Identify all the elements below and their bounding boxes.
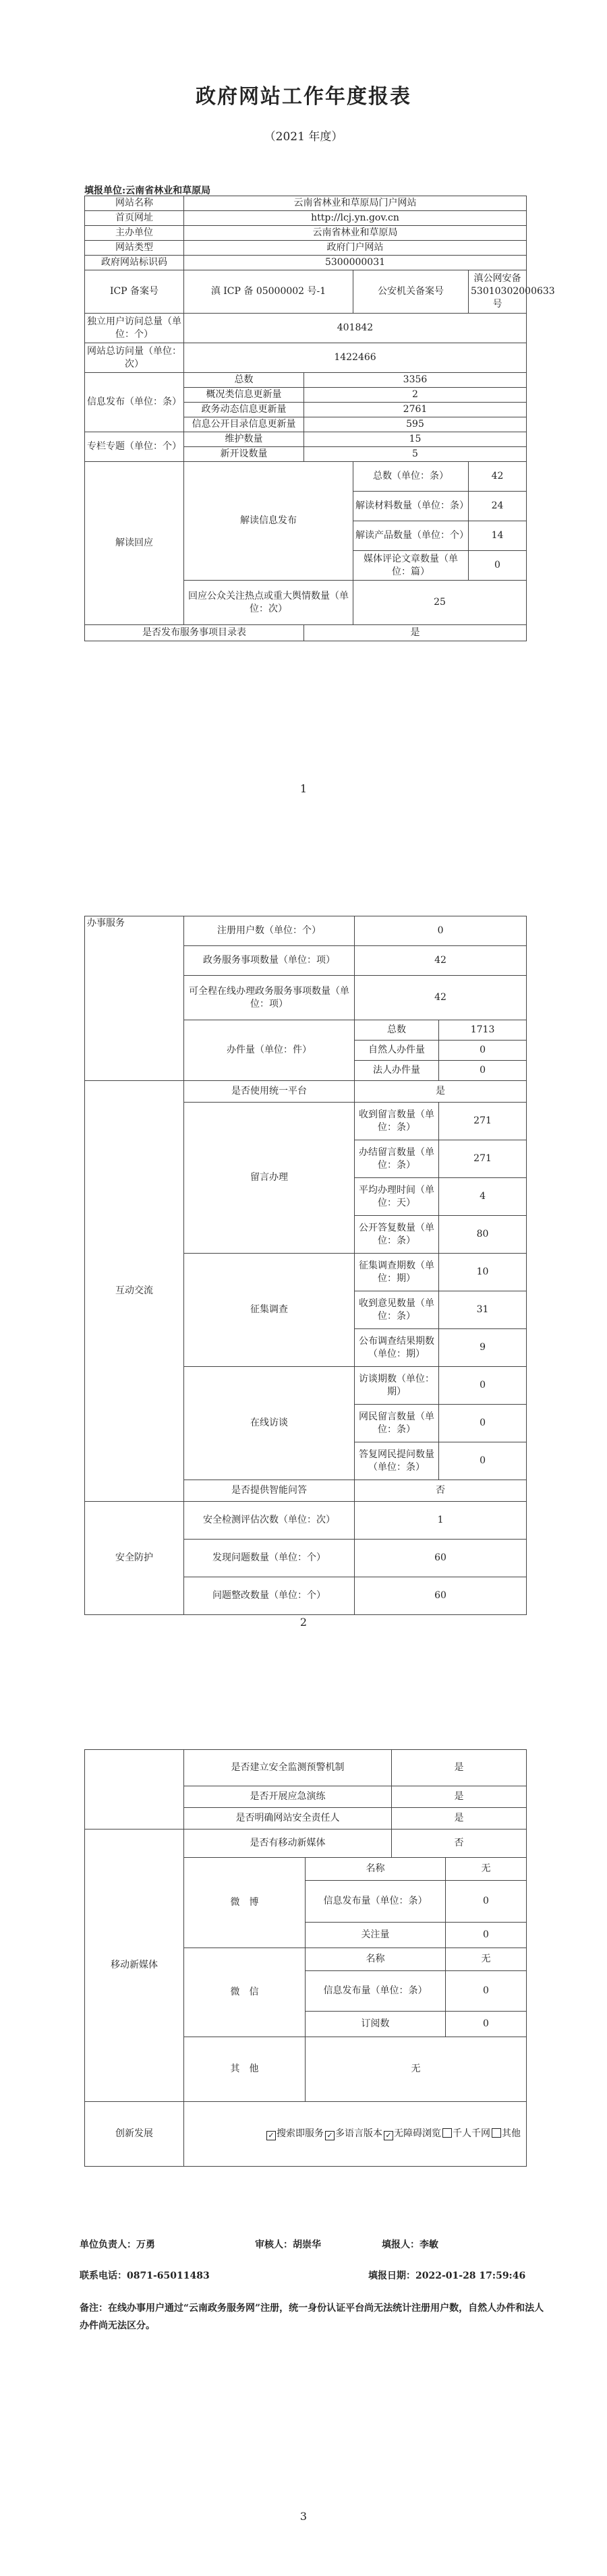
option-label: 多语言版本 xyxy=(335,2128,383,2139)
service-dir-label: 是否发布服务事项目录表 xyxy=(85,625,304,641)
security-owner-value: 是 xyxy=(392,1808,527,1829)
info-zw-label: 政务动态信息更新量 xyxy=(184,403,304,417)
uv-value: 401842 xyxy=(184,314,527,343)
checkbox-icon: ✓ xyxy=(384,2131,393,2140)
unit-head: 单位负责人：万勇 xyxy=(80,2240,155,2250)
interview-label: 在线访谈 xyxy=(184,1367,355,1480)
survey-recv-label: 收到意见数量（单位：条） xyxy=(355,1291,439,1329)
security-found-label: 发现问题数量（单位：个） xyxy=(184,1540,355,1577)
info-gk-value: 2 xyxy=(304,388,527,403)
contact-phone: 联系电话：0871-65011483 xyxy=(80,2271,210,2281)
info-publish-label: 信息发布（单位：条） xyxy=(85,373,184,432)
msg-public-value: 80 xyxy=(439,1216,527,1254)
weibo-pub-label: 信息发布量（单位：条） xyxy=(306,1881,446,1923)
interpret-publish-label: 解读信息发布 xyxy=(184,462,353,581)
msg-recv-value: 271 xyxy=(439,1103,527,1140)
column-new-label: 新开设数量 xyxy=(184,447,304,462)
report-year: （2021 年度） xyxy=(264,130,343,144)
msg-public-label: 公开答复数量（单位：条） xyxy=(355,1216,439,1254)
site-code-value: 5300000031 xyxy=(184,256,527,270)
other-media-label: 其 他 xyxy=(184,2037,306,2102)
service-dir-value: 是 xyxy=(304,625,527,641)
msg-recv-label: 收到留言数量（单位：条） xyxy=(355,1103,439,1140)
innovation-options xyxy=(184,2102,527,2167)
cases-label: 办件量（单位：件） xyxy=(184,1020,355,1081)
remark: 备注：在线办事用户通过“云南政务服务网”注册，统一身份认证平台尚无法统计注册用户数，自然人办件和法人办件尚无法区分。 xyxy=(80,2303,544,2331)
option-label: 搜索即服务 xyxy=(277,2128,324,2139)
site-name-value: 云南省林业和草原局门户网站 xyxy=(184,196,527,211)
report-table-3 xyxy=(84,1749,527,2167)
security-label: 安全防护 xyxy=(85,1502,184,1615)
interview-count-value: 0 xyxy=(439,1367,527,1405)
msg-days-label: 平均办理时间（单位：天） xyxy=(355,1178,439,1216)
weibo-label: 微 博 xyxy=(184,1858,306,1948)
online-items-value: 42 xyxy=(355,976,527,1020)
smart-qa-value: 否 xyxy=(355,1480,527,1502)
new-media-label: 移动新媒体 xyxy=(85,1829,184,2102)
interpret-total-value: 42 xyxy=(469,462,527,492)
column-new-value: 5 xyxy=(304,447,527,462)
site-type-label: 网站类型 xyxy=(85,241,184,256)
site-code-label: 政府网站标识码 xyxy=(85,256,184,270)
security-found-value: 60 xyxy=(355,1540,527,1577)
service-items-value: 42 xyxy=(355,946,527,976)
cases-legal-value: 0 xyxy=(439,1061,527,1081)
security-drill-label: 是否开展应急演练 xyxy=(184,1786,392,1808)
response-label: 回应公众关注热点或重大舆情数量（单位：次） xyxy=(184,581,353,625)
weibo-name-label: 名称 xyxy=(306,1858,446,1881)
cases-person-label: 自然人办件量 xyxy=(355,1041,439,1061)
wechat-label: 微 信 xyxy=(184,1948,306,2037)
survey-count-value: 10 xyxy=(439,1254,527,1291)
cases-person-value: 0 xyxy=(439,1041,527,1061)
info-total-value: 3356 xyxy=(304,373,527,388)
option-label: 无障碍浏览 xyxy=(394,2128,442,2139)
survey-label: 征集调查 xyxy=(184,1254,355,1367)
police-record-value: 滇公网安备 53010302000633 号 xyxy=(469,270,527,314)
other-media-value: 无 xyxy=(306,2037,527,2102)
interpret-media-value: 0 xyxy=(469,551,527,581)
survey-recv-value: 31 xyxy=(439,1291,527,1329)
interpret-material-label: 解读材料数量（单位：条） xyxy=(353,492,469,521)
weibo-name-value: 无 xyxy=(446,1858,527,1881)
checkbox-icon: ✓ xyxy=(325,2131,335,2140)
option-label: 千人千网 xyxy=(453,2128,491,2139)
page-number-1: 1 xyxy=(299,782,308,795)
icp-label: ICP 备案号 xyxy=(85,270,184,314)
info-zw-value: 2761 xyxy=(304,403,527,417)
column-maint-value: 15 xyxy=(304,432,527,447)
page-number-2: 2 xyxy=(299,1616,308,1629)
interpret-label: 解读回应 xyxy=(85,462,184,625)
site-name-label: 网站名称 xyxy=(85,196,184,211)
filler-unit-value: 云南省林业和草原局 xyxy=(125,185,211,196)
interview-reply-value: 0 xyxy=(439,1442,527,1480)
wechat-name-value: 无 xyxy=(446,1948,527,1971)
security-test-label: 安全检测评估次数（单位：次） xyxy=(184,1502,355,1540)
filler-unit-label: 填报单位: xyxy=(84,185,126,196)
interview-msg-value: 0 xyxy=(439,1405,527,1442)
option-multilingual[interactable] xyxy=(325,2128,382,2140)
service-items-label: 政务服务事项数量（单位：项） xyxy=(184,946,355,976)
cases-total-label: 总数 xyxy=(355,1020,439,1041)
cases-legal-label: 法人办件量 xyxy=(355,1061,439,1081)
sponsor-value: 云南省林业和草原局 xyxy=(184,226,527,241)
security-monitor-value: 是 xyxy=(392,1750,527,1786)
message-label: 留言办理 xyxy=(184,1103,355,1254)
interpret-product-label: 解读产品数量（单位：个） xyxy=(353,521,469,551)
police-record-label: 公安机关备案号 xyxy=(353,270,469,314)
new-media-has-value: 否 xyxy=(392,1829,527,1858)
security-cont-label xyxy=(85,1750,184,1829)
icp-value: 滇 ICP 备 05000002 号-1 xyxy=(184,270,353,314)
innovation-label: 创新发展 xyxy=(85,2102,184,2167)
report-table-1 xyxy=(84,196,555,641)
option-personalized[interactable] xyxy=(442,2128,490,2140)
cases-total-value: 1713 xyxy=(439,1020,527,1041)
reg-users-value: 0 xyxy=(355,916,527,946)
msg-days-value: 4 xyxy=(439,1178,527,1216)
wechat-sub-value: 0 xyxy=(446,2012,527,2037)
option-label: 其他 xyxy=(502,2128,521,2139)
new-media-has-label: 是否有移动新媒体 xyxy=(184,1829,392,1858)
platform-label: 是否使用统一平台 xyxy=(184,1081,355,1103)
interaction-label: 互动交流 xyxy=(85,1081,184,1502)
online-items-label: 可全程在线办理政务服务事项数量（单位：项） xyxy=(184,976,355,1020)
option-other[interactable] xyxy=(492,2128,521,2140)
wechat-sub-label: 订阅数 xyxy=(306,2012,446,2037)
security-fixed-value: 60 xyxy=(355,1577,527,1615)
fill-date: 填报日期：2022-01-28 17:59:46 xyxy=(368,2271,526,2281)
interpret-total-label: 总数（单位：条） xyxy=(353,462,469,492)
sponsor-label: 主办单位 xyxy=(85,226,184,241)
interview-msg-label: 网民留言数量（单位：条） xyxy=(355,1405,439,1442)
security-owner-label: 是否明确网站安全责任人 xyxy=(184,1808,392,1829)
msg-done-label: 办结留言数量（单位：条） xyxy=(355,1140,439,1178)
checkbox-icon xyxy=(492,2128,501,2138)
filler-unit xyxy=(84,183,210,197)
info-gkml-label: 信息公开目录信息更新量 xyxy=(184,417,304,432)
option-accessibility[interactable] xyxy=(384,2128,441,2140)
response-value: 25 xyxy=(353,581,527,625)
column-maint-label: 维护数量 xyxy=(184,432,304,447)
interpret-product-value: 14 xyxy=(469,521,527,551)
office-service-label: 办事服务 xyxy=(85,916,184,1081)
uv-label: 独立用户访问总量（单位：个） xyxy=(85,314,184,343)
interview-reply-label: 答复网民提问数量（单位：条） xyxy=(355,1442,439,1480)
wechat-pub-label: 信息发布量（单位：条） xyxy=(306,1971,446,2012)
report-table-2 xyxy=(84,916,527,1615)
page-number-3: 3 xyxy=(299,2510,308,2523)
site-type-value: 政府门户网站 xyxy=(184,241,527,256)
filler-person: 填报人：李敏 xyxy=(382,2240,438,2250)
page-title: 政府网站工作年度报表 xyxy=(196,85,411,109)
security-drill-value: 是 xyxy=(392,1786,527,1808)
interpret-material-value: 24 xyxy=(469,492,527,521)
security-test-value: 1 xyxy=(355,1502,527,1540)
checkbox-icon: ✓ xyxy=(266,2131,276,2140)
home-url-value: http://lcj.yn.gov.cn xyxy=(184,211,527,226)
info-gkml-value: 595 xyxy=(304,417,527,432)
survey-count-label: 征集调查期数（单位：期） xyxy=(355,1254,439,1291)
reviewer: 审核人：胡崇华 xyxy=(255,2240,321,2250)
info-gk-label: 概况类信息更新量 xyxy=(184,388,304,403)
checkbox-icon xyxy=(442,2128,452,2138)
pv-value: 1422466 xyxy=(184,343,527,373)
column-label: 专栏专题（单位：个） xyxy=(85,432,184,462)
weibo-pub-value: 0 xyxy=(446,1881,527,1923)
survey-public-value: 9 xyxy=(439,1329,527,1367)
wechat-pub-value: 0 xyxy=(446,1971,527,2012)
weibo-fans-label: 关注量 xyxy=(306,1923,446,1948)
interview-count-label: 访谈期数（单位：期） xyxy=(355,1367,439,1405)
pv-label: 网站总访问量（单位：次） xyxy=(85,343,184,373)
option-search-service[interactable] xyxy=(266,2128,324,2140)
home-url-label: 首页网址 xyxy=(85,211,184,226)
security-fixed-label: 问题整改数量（单位：个） xyxy=(184,1577,355,1615)
survey-public-label: 公布调查结果期数（单位：期） xyxy=(355,1329,439,1367)
weibo-fans-value: 0 xyxy=(446,1923,527,1948)
platform-value: 是 xyxy=(355,1081,527,1103)
wechat-name-label: 名称 xyxy=(306,1948,446,1971)
msg-done-value: 271 xyxy=(439,1140,527,1178)
info-total-label: 总数 xyxy=(184,373,304,388)
security-monitor-label: 是否建立安全监测预警机制 xyxy=(184,1750,392,1786)
smart-qa-label: 是否提供智能问答 xyxy=(184,1480,355,1502)
interpret-media-label: 媒体评论文章数量（单位：篇） xyxy=(353,551,469,581)
reg-users-label: 注册用户数（单位：个） xyxy=(184,916,355,946)
